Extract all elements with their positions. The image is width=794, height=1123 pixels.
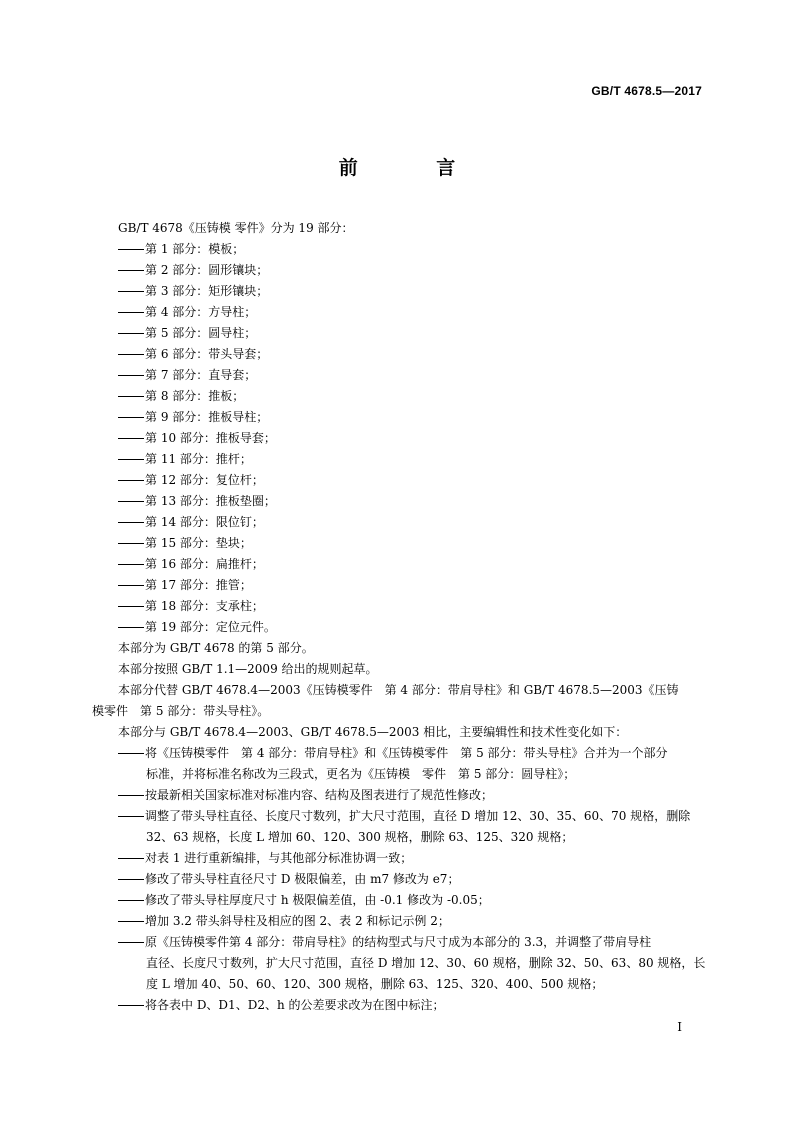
- dash-marker: [118, 438, 144, 439]
- dash-marker: [118, 480, 144, 481]
- dash-marker: [118, 501, 144, 502]
- list-item: 第 8 部分：推板；: [92, 386, 710, 407]
- list-item: 第 5 部分：圆导柱；: [92, 323, 710, 344]
- list-item: 第 11 部分：推杆；: [92, 449, 710, 470]
- dash-marker: [118, 270, 144, 271]
- list-item: 第 14 部分：限位钉；: [92, 512, 710, 533]
- dash-marker: [118, 375, 144, 376]
- list-item: 将各表中 D、D1、D2、h 的公差要求改为在图中标注；: [92, 995, 710, 1016]
- dash-marker: [118, 354, 144, 355]
- list-item: 第 10 部分：推板导套；: [92, 428, 710, 449]
- list-item: 第 3 部分：矩形镶块；: [92, 281, 710, 302]
- list-item: 原《压铸模零件第 4 部分：带肩导柱》的结构型式与尺寸成为本部分的 3.3，并调整了带肩导柱 直径、长度尺寸数列，扩大尺寸范围，直径 D 增加 12、30、60 规格，删除 32、50、63、80 规格，长 度 L 增加 40、50、60、120、300 规格，删除 63、125、320、400、500 规格；: [92, 932, 710, 995]
- page-title: 前 言: [338, 157, 492, 179]
- list-item: 第 18 部分：支承柱；: [92, 596, 710, 617]
- list-item: 按最新相关国家标准对标准内容、结构及图表进行了规范性修改；: [92, 785, 710, 806]
- list-item: 第 4 部分：方导柱；: [92, 302, 710, 323]
- list-item: 修改了带头导柱厚度尺寸 h 极限偏差值，由 -0.1 修改为 -0.05；: [92, 890, 710, 911]
- list-item: 第 13 部分：推板垫圈；: [92, 491, 710, 512]
- list-item: 第 19 部分：定位元件。: [92, 617, 710, 638]
- dash-marker: [118, 417, 144, 418]
- dash-marker: [118, 879, 144, 880]
- dash-marker: [118, 858, 144, 859]
- intro-paragraph: GB/T 4678《压铸模 零件》分为 19 部分：: [118, 221, 354, 235]
- dash-marker: [118, 564, 144, 565]
- list-item: 第 17 部分：推管；: [92, 575, 710, 596]
- dash-marker: [118, 585, 144, 586]
- list-item: 将《压铸模零件 第 4 部分：带肩导柱》和《压铸模零件 第 5 部分：带头导柱》合并为一个部分 标准，并将标准名称改为三段式，更名为《压铸模 零件 第 5 部分：圆导柱》；: [92, 743, 710, 785]
- list-item: 增加 3.2 带头斜导柱及相应的图 2、表 2 和标记示例 2；: [92, 911, 710, 932]
- list-item: 第 12 部分：复位杆；: [92, 470, 710, 491]
- dash-marker: [118, 312, 144, 313]
- paragraph: 本部分代替 GB/T 4678.4—2003《压铸模零件 第 4 部分：带肩导柱》和 GB/T 4678.5—2003《压铸: [118, 683, 679, 697]
- foreword-body: [92, 218, 710, 1016]
- dash-marker: [118, 921, 144, 922]
- dash-marker: [118, 816, 144, 817]
- list-item: 第 15 部分：垫块；: [92, 533, 710, 554]
- page-number: I: [677, 1020, 682, 1034]
- list-item: 调整了带头导柱直径、长度尺寸数列，扩大尺寸范围，直径 D 增加 12、30、35、60、70 规格，删除 32、63 规格，长度 L 增加 60、120、300 规格，删除 63、125、320 规格；: [92, 806, 710, 848]
- dash-marker: [118, 291, 144, 292]
- list-item: 第 2 部分：圆形镶块；: [92, 260, 710, 281]
- dash-marker: [118, 522, 144, 523]
- dash-marker: [118, 396, 144, 397]
- dash-marker: [118, 249, 144, 250]
- list-item: 第 9 部分：推板导柱；: [92, 407, 710, 428]
- dash-marker: [118, 753, 144, 754]
- document-id: GB/T 4678.5—2017: [591, 84, 702, 98]
- dash-marker: [118, 627, 144, 628]
- dash-marker: [118, 900, 144, 901]
- dash-marker: [118, 543, 144, 544]
- list-item: 第 16 部分：扁推杆；: [92, 554, 710, 575]
- dash-marker: [118, 459, 144, 460]
- dash-marker: [118, 333, 144, 334]
- list-item: 对表 1 进行重新编排，与其他部分标准协调一致；: [92, 848, 710, 869]
- list-item: 第 7 部分：直导套；: [92, 365, 710, 386]
- paragraph: 本部分为 GB/T 4678 的第 5 部分。: [118, 641, 314, 655]
- list-item: 第 6 部分：带头导套；: [92, 344, 710, 365]
- dash-marker: [118, 795, 144, 796]
- paragraph-continuation: 模零件 第 5 部分：带头导柱》。: [92, 704, 270, 718]
- paragraph: 本部分与 GB/T 4678.4—2003、GB/T 4678.5—2003 相比，主要编辑性和技术性变化如下：: [118, 725, 628, 739]
- list-item: 修改了带头导柱直径尺寸 D 极限偏差，由 m7 修改为 e7；: [92, 869, 710, 890]
- paragraph: 本部分按照 GB/T 1.1—2009 给出的规则起草。: [118, 662, 378, 676]
- changes-list: [92, 743, 710, 1016]
- dash-marker: [118, 606, 144, 607]
- dash-marker: [118, 942, 144, 943]
- list-item: 第 1 部分：模板；: [92, 239, 710, 260]
- parts-list: [92, 239, 710, 638]
- dash-marker: [118, 1005, 144, 1006]
